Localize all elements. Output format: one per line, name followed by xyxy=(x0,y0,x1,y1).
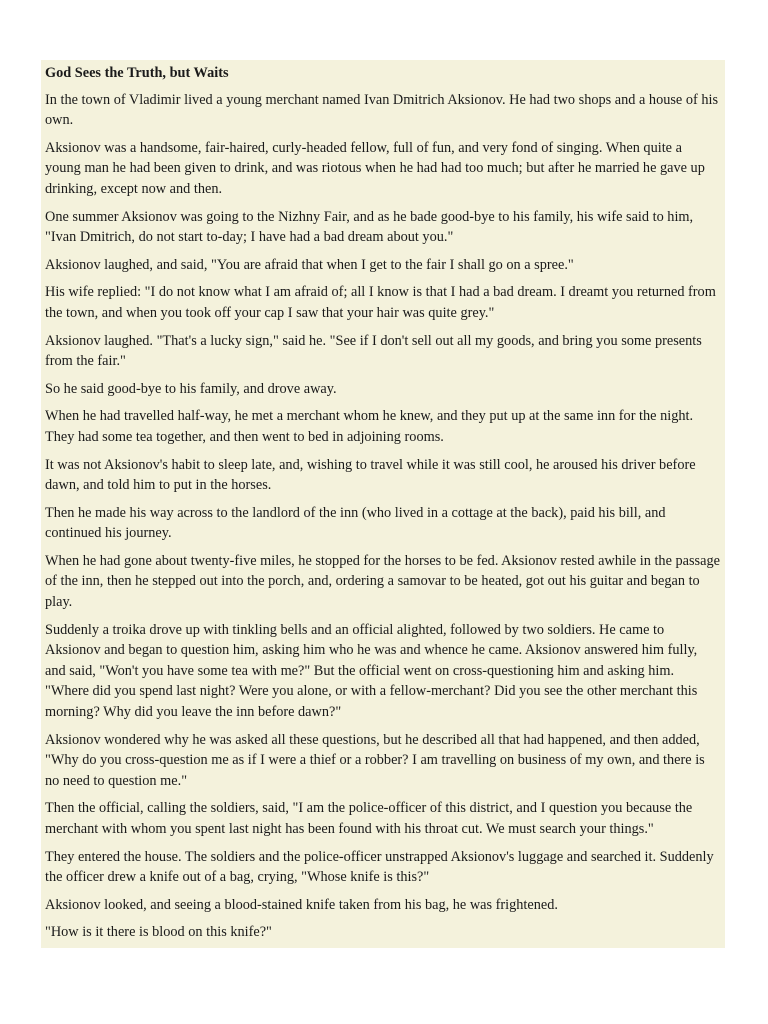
paragraph: When he had gone about twenty-five miles, he stopped for the horses to be fed. Aksionov rested awhile in the passage of the inn, then he stepped out into the porch, and, ordering a samovar to be heated, got out his guitar and began to play. xyxy=(45,552,720,611)
paragraph: Then he made his way across to the landlord of the inn (who lived in a cottage at the back), paid his bill, and continued his journey. xyxy=(45,504,666,542)
paragraph: Aksionov laughed. "That's a lucky sign," said he. "See if I don't sell out all my goods, and bring you some presents from the fair." xyxy=(45,332,702,370)
paragraph: So he said good-bye to his family, and drove away. xyxy=(45,380,337,397)
paragraph: Then the official, calling the soldiers, said, "I am the police-officer of this district, and I question you because the merchant with whom you spent last night has been found with his throat cut. We must search your things." xyxy=(45,800,693,837)
paragraph: Aksionov looked, and seeing a blood-stained knife taken from his bag, he was frightened. xyxy=(45,896,558,913)
paragraph: His wife replied: "I do not know what I am afraid of; all I know is that I had a bad dream. I dreamt you returned from the town, and when you took off your cap I saw that your hair was quite grey." xyxy=(45,284,716,321)
paragraph: In the town of Vladimir lived a young merchant named Ivan Dmitrich Aksionov. He had two shops and a house of his own. xyxy=(45,91,719,129)
paragraph: "How is it there is blood on this knife?" xyxy=(45,924,272,941)
paragraph: One summer Aksionov was going to the Nizhny Fair, and as he bade good-bye to his family, his wife said to him, "Ivan Dmitrich, do not start to-day; I have had a bad dream about you." xyxy=(45,208,694,246)
paragraph: They entered the house. The soldiers and the police-officer unstrapped Aksionov's luggage and searched it. Suddenly the officer drew a knife out of a bag, crying, "Whose knife is this?" xyxy=(45,848,714,886)
paragraph: When he had travelled half-way, he met a merchant whom he knew, and they put up at the same inn for the night. They had some tea together, and then went to bed in adjoining rooms. xyxy=(45,408,694,445)
paragraph: Suddenly a troika drove up with tinkling bells and an official alighted, followed by two soldiers. He came to Aksionov and began to question him, asking him who he was and whence he came. Aksionov answered him fully, and said, "Won't you have some tea with me?" But the official went on cross-questioning him and asking him. "Where did you spend last night? Were you alone, or with a fellow-merchant? Did you see the other merchant this morning? Why did you leave the inn before dawn?" xyxy=(45,621,698,721)
story-title: God Sees the Truth, but Waits xyxy=(45,65,229,81)
story-text-panel xyxy=(41,60,725,948)
paragraph: Aksionov was a handsome, fair-haired, curly-headed fellow, full of fun, and very fond of singing. When quite a young man he had been given to drink, and was riotous when he had had too much; but after he married he gave up drinking, except now and then. xyxy=(45,139,705,197)
paragraph: Aksionov wondered why he was asked all these questions, but he described all that had happened, and then added, "Why do you cross-question me as if I were a thief or a robber? I am travelling on business of my own, and there is no need to question me." xyxy=(45,731,705,789)
paragraph: Aksionov laughed, and said, "You are afraid that when I get to the fair I shall go on a spree." xyxy=(45,256,574,273)
paragraph: It was not Aksionov's habit to sleep late, and, wishing to travel while it was still cool, he aroused his driver before dawn, and told him to put in the horses. xyxy=(45,456,696,494)
